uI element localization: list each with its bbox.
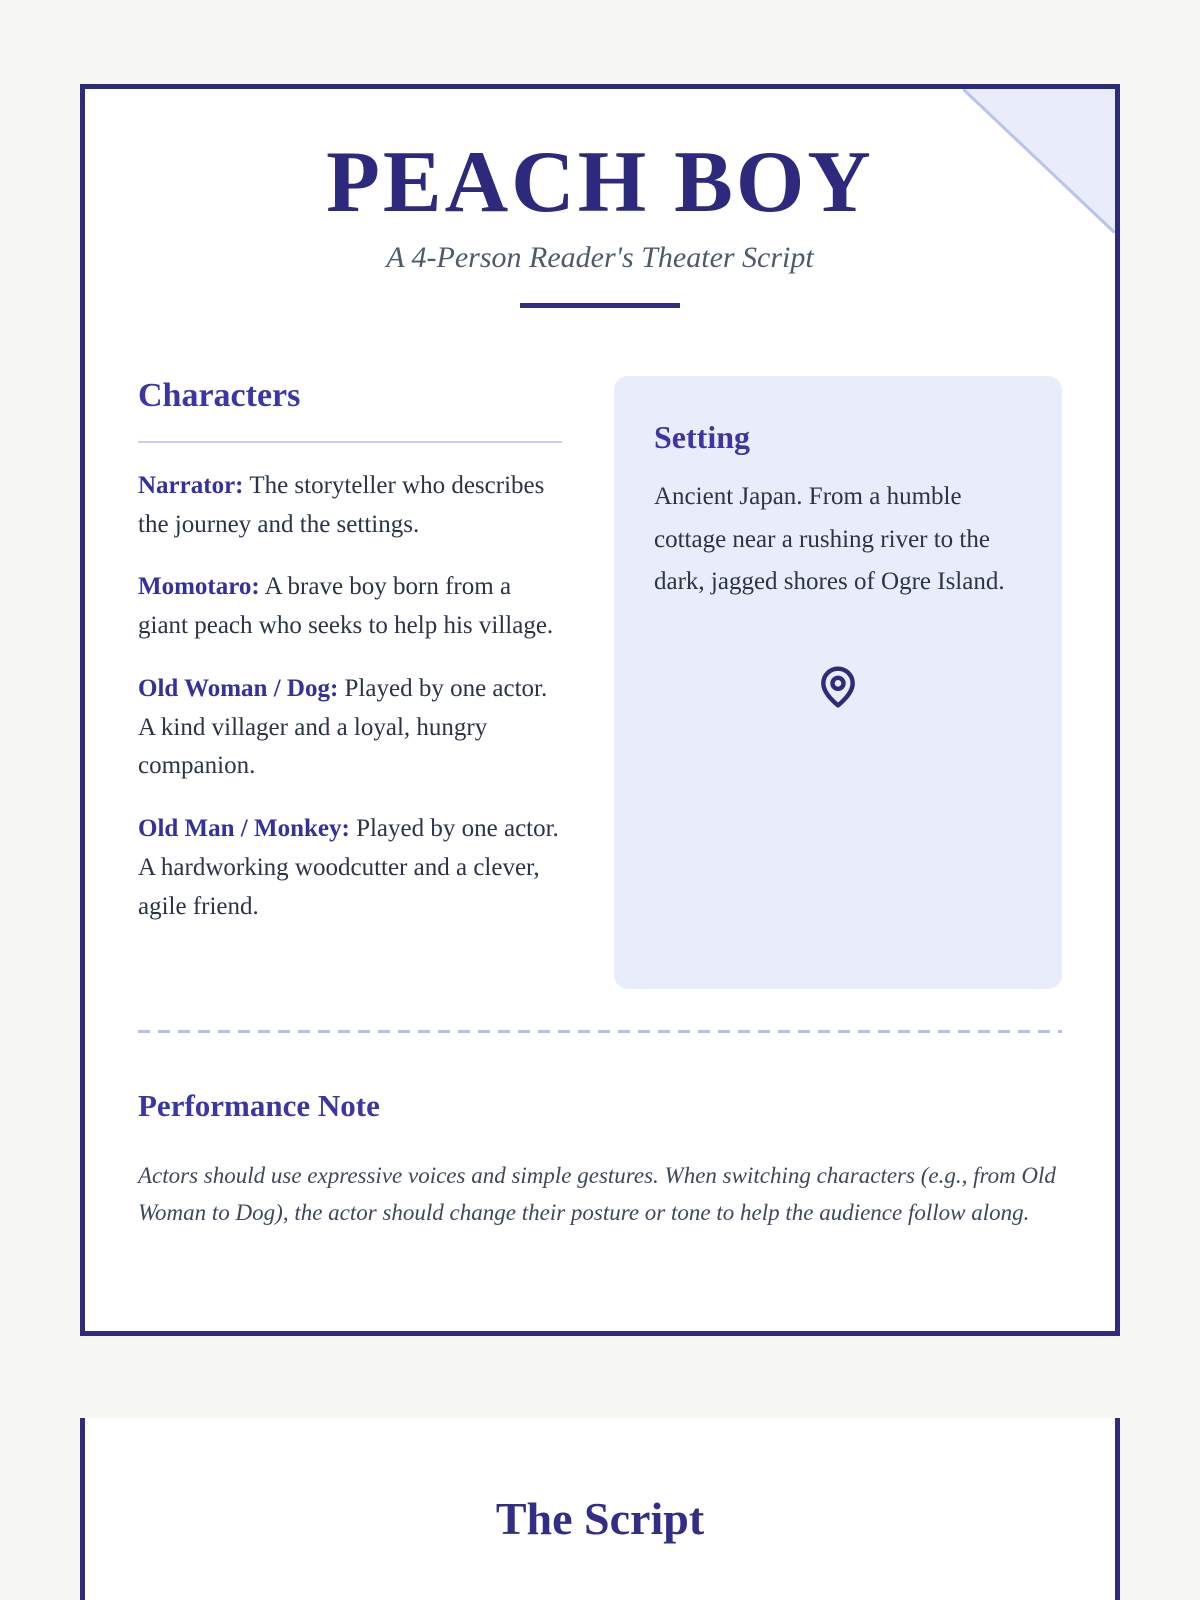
character-description: Played by one actor. A kind villager and a loyal, hungry companion. xyxy=(138,674,548,780)
intro-columns xyxy=(85,376,1115,989)
characters-section xyxy=(138,376,562,926)
page-title: PEACH BOY xyxy=(326,134,874,231)
character-description: Played by one actor. A hardworking woodcutter and a clever, agile friend. xyxy=(138,815,559,920)
character-entry xyxy=(138,810,562,926)
character-entry xyxy=(138,467,562,545)
script-card xyxy=(80,1418,1120,1600)
setting-heading: Setting xyxy=(654,419,750,455)
character-description: The storyteller who describes the journey and the settings. xyxy=(138,471,545,538)
page-subtitle: A 4-Person Reader's Theater Script xyxy=(386,241,814,274)
character-name: Old Woman / Dog: xyxy=(138,674,339,702)
character-name: Narrator: xyxy=(138,471,244,499)
performance-note-section xyxy=(85,1087,1115,1232)
performance-note-text: Actors should use expressive voices and simple gestures. When switching characters (e.g., from Old Woman to Dog), the actor should change their posture or tone to help the audience follow along. xyxy=(138,1163,1056,1225)
character-entry xyxy=(138,670,562,786)
corner-fold-decoration xyxy=(963,89,1115,233)
title-card xyxy=(80,84,1120,1336)
map-pin-icon xyxy=(816,659,860,715)
setting-card xyxy=(614,376,1062,989)
character-name: Momotaro: xyxy=(138,573,260,601)
character-description: A brave boy born from a giant peach who seeks to help his village. xyxy=(138,573,554,640)
character-entry xyxy=(138,568,562,646)
dashed-divider xyxy=(138,1030,1062,1033)
map-pin-wrap xyxy=(654,659,1022,720)
characters-heading-wrap xyxy=(138,376,562,443)
document-header xyxy=(85,89,1115,308)
characters-heading: Characters xyxy=(138,377,301,414)
title-divider xyxy=(520,303,680,308)
setting-text: Ancient Japan. From a humble cottage near a rushing river to the dark, jagged shores of Ogre Island. xyxy=(654,483,1005,596)
character-name: Old Man / Monkey: xyxy=(138,815,350,843)
script-heading: The Script xyxy=(495,1493,705,1544)
performance-note-heading: Performance Note xyxy=(138,1088,380,1123)
